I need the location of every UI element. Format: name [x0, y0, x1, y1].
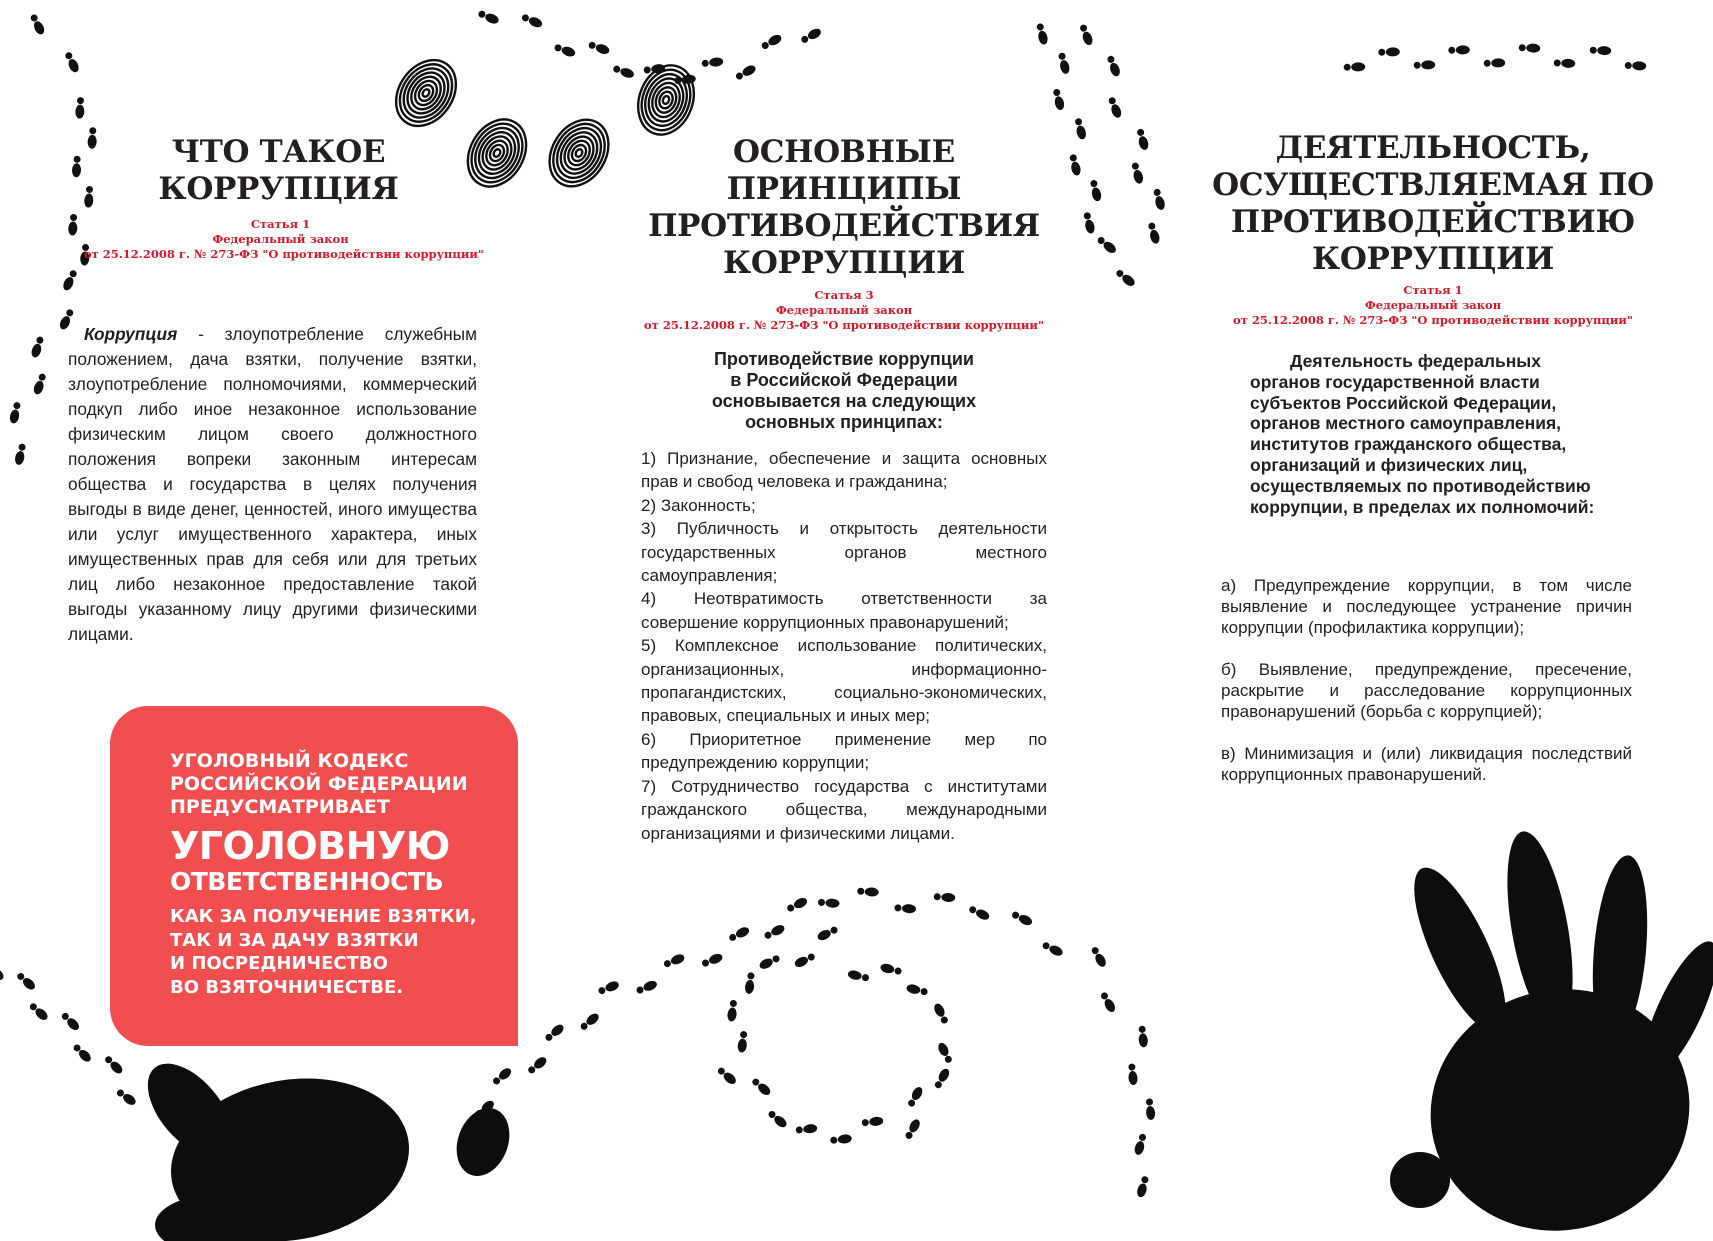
right-law-reference — [1203, 283, 1663, 328]
footprint-icon — [553, 42, 576, 58]
footprint-icon — [1133, 1133, 1148, 1156]
criminal-code-banner — [110, 706, 518, 1046]
footprint-icon — [587, 40, 610, 56]
lead-line: органов государственной власти — [1250, 371, 1540, 392]
footprint-icon — [716, 1065, 738, 1086]
lead-line: осуществляемых по противодействию — [1250, 475, 1591, 496]
footprint-icon — [1344, 62, 1366, 72]
footprint-icon — [526, 1055, 548, 1076]
footprint-icon — [766, 1109, 788, 1130]
footprint-icon — [115, 1087, 138, 1107]
footprint-icon — [750, 1076, 772, 1097]
footprint-icon — [1068, 153, 1082, 176]
middle-law-reference — [641, 288, 1047, 333]
footprint-icon — [1448, 45, 1470, 55]
footprint-icon — [662, 953, 685, 970]
footprint-icon — [477, 9, 500, 26]
footprint-icon — [1137, 1025, 1148, 1047]
footprint-icon — [14, 443, 27, 466]
footprint-icon — [701, 57, 723, 68]
banner-line: ПРЕДУСМАТРИВАЕТ — [170, 796, 390, 818]
right-lead — [1250, 351, 1663, 517]
lead-line: коррупции, в пределах их полномочий: — [1250, 496, 1595, 517]
footprint-icon — [15, 971, 37, 992]
right-panel — [1203, 130, 1663, 806]
footprint-icon — [816, 925, 839, 943]
footprint-icon — [861, 1116, 883, 1127]
footprint-icon — [795, 1123, 817, 1134]
footprint-icon — [727, 999, 739, 1021]
activity-item: а) Предупреждение коррупции, в том числе выявление и последующее устранение причин коррупции (профилактика коррупции); — [1221, 576, 1632, 638]
principles-list — [641, 447, 1047, 845]
footprint-icon — [737, 1031, 749, 1053]
footprint-icon — [793, 951, 816, 969]
lead-line: в Российской Федерации — [730, 370, 958, 390]
footprint-icon — [30, 335, 45, 358]
law-line: Статья 3 — [814, 288, 874, 302]
right-title — [1203, 130, 1663, 278]
law-line: Статья 1 — [250, 217, 311, 231]
law-line: Статья 1 — [1403, 283, 1463, 297]
footprint-icon — [933, 1067, 952, 1090]
footprint-icon — [1057, 52, 1071, 75]
banner-headline: УГОЛОВНУЮ — [170, 824, 450, 868]
footprint-icon — [1130, 162, 1144, 185]
footprint-icon — [1554, 58, 1576, 68]
footprint-icon — [1073, 117, 1087, 140]
footprint-icon — [894, 903, 916, 914]
footprint-icon — [968, 904, 991, 922]
activity-item: б) Выявление, предупреждение, пресечение, раскрытие и расследование коррупционных правонарушений (борьба с коррупцией); — [1221, 660, 1632, 722]
banner-line: УГОЛОВНЫЙ КОДЕКС — [170, 750, 409, 772]
principle-item: 5) Комплексное использование политических, организационных, информационно-пропагандистских, социально-экономических, правовых, специальных и иных мер; — [641, 636, 1047, 726]
fingerprint-icon — [538, 109, 621, 197]
lead-line: институтов гражданского общества, — [1250, 434, 1567, 455]
lead-line: организаций и физических лиц, — [1250, 454, 1528, 475]
footprint-icon — [1052, 88, 1066, 111]
footprint-icon — [1152, 188, 1166, 211]
banner-intro — [170, 750, 477, 819]
corruption-definition — [68, 322, 477, 647]
footprint-icon — [1378, 47, 1400, 57]
lead-line: субъектов Российской Федерации, — [1250, 392, 1557, 413]
title-line: ПРОТИВОДЕЙСТВИЯ — [648, 208, 1040, 244]
footprint-icon — [936, 1041, 954, 1064]
footprint-icon — [857, 886, 879, 897]
lead-line: органов местного самоуправления, — [1250, 413, 1562, 434]
footprint-icon — [1590, 46, 1612, 56]
footprint-icon — [728, 925, 751, 943]
fingerprint-icon — [384, 49, 468, 138]
lead-line: Противодействие коррупции — [713, 349, 974, 369]
left-law-reference — [84, 217, 484, 262]
footprint-icon — [1519, 43, 1541, 53]
law-line: Федеральный закон — [212, 232, 349, 246]
footprint-icon — [1035, 22, 1049, 45]
banner-line: ТАК И ЗА ДАЧУ ВЗЯТКИ — [170, 929, 419, 951]
title-line: ПРИНЦИПЫ — [726, 171, 962, 207]
principle-item: 1) Признание, обеспечение и защита основных прав и свобод человека и гражданина; — [641, 449, 1047, 492]
footprint-icon — [906, 983, 929, 997]
footprint-icon — [543, 1022, 565, 1043]
footprint-icon — [786, 896, 809, 914]
footprint-icon — [520, 12, 543, 29]
title-line: ЧТО ТАКОЕ — [171, 134, 386, 170]
title-line: КОРРУПЦИИ — [1311, 241, 1555, 277]
footprint-icon — [758, 953, 781, 971]
title-line: ДЕЯТЕЛЬНОСТЬ, — [1275, 130, 1591, 166]
footprint-icon — [932, 1002, 950, 1025]
title-line: КОРРУПЦИЯ — [158, 171, 399, 207]
activity-item: в) Минимизация и (или) ликвидация последствий коррупционных правонарушений. — [1221, 744, 1632, 785]
footprint-icon — [800, 27, 823, 45]
banner-line: РОССИЙСКОЙ ФЕДЕРАЦИИ — [170, 773, 468, 795]
activities-list — [1221, 575, 1632, 806]
banner-subheadline: ОТВЕТСТВЕННОСТЬ — [170, 867, 444, 896]
fingerprint-icon — [629, 58, 703, 143]
left-title — [80, 134, 477, 208]
footprint-icon — [734, 63, 757, 81]
left-panel — [68, 134, 484, 647]
title-line: КОРРУПЦИИ — [722, 245, 966, 281]
banner-line: КАК ЗА ПОЛУЧЕНИЕ ВЗЯТКИ, — [170, 906, 477, 927]
footprint-icon — [75, 97, 85, 119]
title-line: ОСНОВНЫЕ — [733, 134, 955, 170]
footprint-icon — [760, 33, 783, 51]
footprint-icon — [1625, 61, 1647, 71]
footprint-icon — [103, 1054, 125, 1076]
footprint-icon — [491, 1066, 513, 1087]
banner-line: И ПОСРЕДНИЧЕСТВО — [170, 953, 388, 974]
footprint-icon — [1114, 268, 1136, 288]
footprint-icon — [847, 969, 870, 983]
footprint-icon — [9, 401, 22, 424]
footprint-icon — [1099, 991, 1117, 1014]
footprint-icon — [1414, 60, 1436, 70]
footprint-icon — [60, 1011, 82, 1033]
footprint-icon — [1096, 235, 1118, 255]
principle-item: 3) Публичность и открытость деятельности государственных органов местного самоуправления; — [641, 519, 1047, 586]
footprint-icon — [744, 972, 756, 994]
footprint-icon — [635, 979, 658, 996]
banner-content — [170, 750, 477, 999]
footprint-icon — [763, 923, 786, 941]
law-line: Федеральный закон — [775, 303, 913, 317]
footprint-icon — [1090, 945, 1108, 968]
banner-details — [170, 905, 477, 999]
footprint-icon — [612, 64, 635, 80]
banner-line: ВО ВЗЯТОЧНИЧЕСТВЕ. — [170, 976, 404, 998]
footprint-icon — [1136, 1175, 1151, 1198]
footprint-icon — [579, 1011, 601, 1032]
footprint-icon — [906, 1085, 925, 1108]
footprint-icon — [0, 961, 6, 982]
footprint-icon — [597, 980, 620, 997]
principle-item: 6) Приоритетное применение мер по предупреждению коррупции; — [641, 729, 1047, 773]
footprint-icon — [71, 1042, 93, 1064]
footprint-icon — [1135, 128, 1149, 151]
footprint-icon — [1105, 54, 1121, 77]
principle-item: 7) Сотрудничество государства с институтами гражданского общества, международными организациями и физическими лицами. — [641, 776, 1047, 843]
definition-term: Коррупция — [84, 324, 178, 344]
middle-title — [641, 134, 1047, 282]
footprint-icon — [701, 952, 724, 969]
footprint-icon — [1089, 179, 1103, 202]
footprint-icon — [1484, 58, 1506, 68]
footprint-icon — [1145, 1098, 1156, 1120]
definition-text: - злоупотребление служебным положением, дача взятки, получение взятки, злоупотребление полномочиями, коммерческий подкуп либо иное незаконное использование физическим лицом своего должностного положения вопреки законным интересам общества и государства в целях получения выгоды в виде денег, ценностей, иного имущества или услуг имущественного характера, иных имущественных прав для себя или для третьих лиц либо незаконное предоставление такой выгоды указанному лицу другими физическими лицами. — [68, 324, 477, 644]
footprint-icon — [1147, 222, 1161, 245]
law-line: Федеральный закон — [1364, 298, 1502, 312]
footprint-icon — [903, 1118, 922, 1141]
law-line: от 25.12.2008 г. № 273-ФЗ "О противодействии коррупции" — [84, 247, 484, 261]
law-line: от 25.12.2008 г. № 273-ФЗ "О противодействии коррупции" — [644, 318, 1044, 332]
handprint-icon — [1397, 857, 1524, 1044]
footprint-icon — [880, 962, 903, 976]
footprint-icon — [28, 1001, 50, 1022]
principle-item: 2) Законность; — [641, 495, 756, 515]
lead-line: основывается на следующих — [711, 391, 977, 411]
footprint-icon — [63, 51, 81, 74]
principle-item: 4) Неотвратимость ответственности за совершение коррупционных правонарушений; — [641, 589, 1047, 632]
title-line: ПРОТИВОДЕЙСТВИЮ — [1230, 204, 1636, 240]
footprint-icon — [933, 892, 955, 903]
law-line: от 25.12.2008 г. № 273-ФЗ "О противодействии коррупции" — [1233, 313, 1633, 327]
handprint-icon — [1390, 1152, 1450, 1208]
footprint-icon — [1082, 211, 1096, 234]
footprint-icon — [32, 372, 47, 395]
title-line: ОСУЩЕСТВЛЯЕМАЯ ПО — [1212, 167, 1654, 203]
handprint-icon — [448, 1101, 519, 1184]
footprint-icon — [29, 13, 47, 36]
footprint-icon — [1010, 910, 1033, 928]
middle-panel — [641, 134, 1047, 845]
footprint-icon — [818, 898, 840, 909]
middle-lead — [641, 349, 1047, 433]
footprint-icon — [1107, 96, 1123, 119]
footprint-icon — [1127, 1063, 1138, 1085]
lead-line: Деятельность федеральных — [1290, 351, 1541, 371]
footprint-icon — [1041, 940, 1064, 958]
footprint-icon — [1078, 23, 1094, 46]
footprint-icon — [830, 1134, 852, 1145]
lead-line: основных принципах: — [745, 412, 943, 432]
